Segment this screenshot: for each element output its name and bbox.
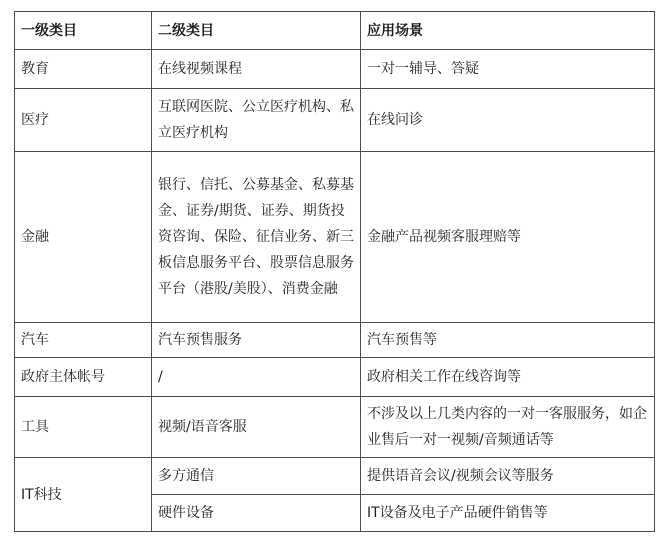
table-row	[15, 152, 655, 323]
table-row	[15, 50, 655, 89]
secondary-category-cell: 银行、信托、公募基金、私募基金、证券/期货、证券、期货投资咨询、保险、征信业务、新三板信息服务平台、股票信息服务平台（港股/美股）、消费金融	[152, 152, 361, 323]
primary-category-cell: 工具	[15, 397, 152, 458]
primary-category-cell: 医疗	[15, 89, 152, 152]
scenario-cell: 不涉及以上几类内容的一对一客服服务，如企业售后一对一视频/音频通话等	[361, 397, 655, 458]
scenario-cell: 在线问诊	[361, 89, 655, 152]
primary-category-cell: 汽车	[15, 323, 152, 358]
scenario-cell: 汽车预售等	[361, 323, 655, 358]
scenario-cell: IT设备及电子产品硬件销售等	[361, 495, 655, 532]
table-row	[15, 358, 655, 397]
header-scenario: 应用场景	[361, 12, 655, 50]
category-table	[14, 11, 655, 532]
header-row	[15, 12, 655, 50]
secondary-category-cell: 多方通信	[152, 458, 361, 495]
table-row	[15, 397, 655, 458]
scenario-cell: 一对一辅导、答疑	[361, 50, 655, 89]
scenario-cell: 政府相关工作在线咨询等	[361, 358, 655, 397]
secondary-category-cell: 互联网医院、公立医疗机构、私立医疗机构	[152, 89, 361, 152]
primary-category-cell: 教育	[15, 50, 152, 89]
table-row	[15, 323, 655, 358]
secondary-category-cell: 汽车预售服务	[152, 323, 361, 358]
header-primary-category: 一级类目	[15, 12, 152, 50]
primary-category-cell: 政府主体帐号	[15, 358, 152, 397]
primary-category-cell: 金融	[15, 152, 152, 323]
scenario-cell: 提供语音会议/视频会议等服务	[361, 458, 655, 495]
primary-category-cell: IT科技	[15, 458, 152, 532]
secondary-category-cell: 在线视频课程	[152, 50, 361, 89]
scenario-cell: 金融产品视频客服理赔等	[361, 152, 655, 323]
secondary-category-cell: 视频/语音客服	[152, 397, 361, 458]
table-row	[15, 89, 655, 152]
secondary-category-cell: 硬件设备	[152, 495, 361, 532]
table-row	[15, 458, 655, 495]
header-secondary-category: 二级类目	[152, 12, 361, 50]
secondary-category-cell: /	[152, 358, 361, 397]
